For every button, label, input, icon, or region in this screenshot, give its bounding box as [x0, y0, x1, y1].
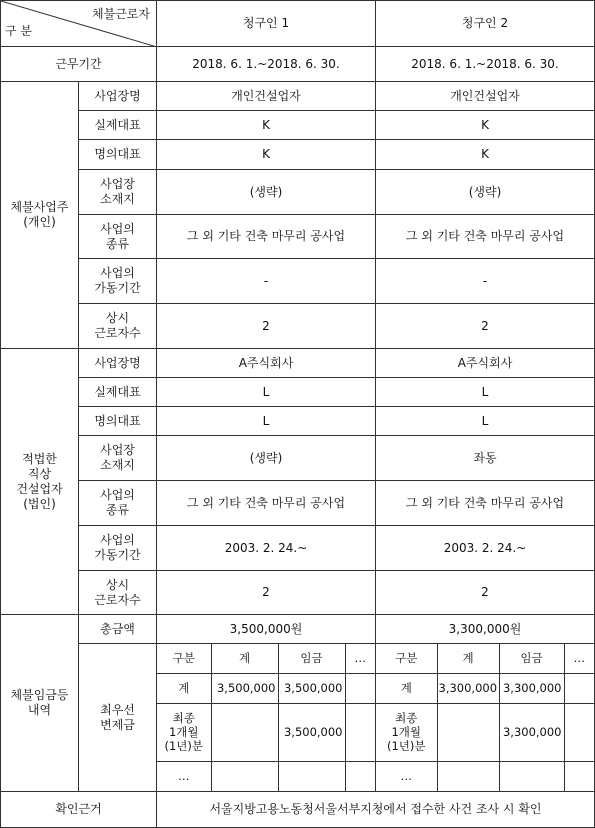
work-period-label: 근무기간	[1, 47, 157, 82]
cell-c1: 그 외 기타 건축 마무리 공사업	[157, 481, 376, 526]
breakdown-cell	[564, 703, 594, 761]
row-label: 명의대표	[79, 140, 157, 170]
cell-c2: 그 외 기타 건축 마무리 공사업	[376, 481, 595, 526]
header-category-label: 구 분	[5, 24, 32, 38]
breakdown-table-c2	[376, 644, 594, 791]
breakdown-header: 임금	[499, 644, 564, 673]
cell-c2: 그 외 기타 건축 마무리 공사업	[376, 215, 595, 259]
row-label: 실제대표	[79, 111, 157, 140]
breakdown-cell: 3,500,000	[278, 703, 345, 761]
cell-c1: (생략)	[157, 436, 376, 481]
breakdown-cell: 3,300,000	[499, 673, 564, 703]
cell-c2: 2	[376, 571, 595, 615]
breakdown-cell: 3,300,000	[437, 673, 499, 703]
breakdown-cell	[345, 761, 375, 791]
total-amount-c1: 3,500,000원	[157, 615, 376, 644]
breakdown-cell	[211, 703, 278, 761]
breakdown-header: 임금	[278, 644, 345, 673]
breakdown-header: 구분	[376, 644, 437, 673]
header-diagonal-cell	[1, 1, 157, 47]
row-label: 사업장명	[79, 82, 157, 111]
cell-c1: K	[157, 140, 376, 170]
priority-breakdown-c2	[376, 644, 595, 792]
breakdown-header: 계	[211, 644, 278, 673]
priority-payment-label: 최우선 변제금	[79, 644, 157, 792]
row-label: 실제대표	[79, 378, 157, 407]
breakdown-cell: 3,300,000	[499, 703, 564, 761]
cell-c2: 2	[376, 304, 595, 349]
breakdown-cell	[564, 761, 594, 791]
row-label: 사업의 가동기간	[79, 259, 157, 304]
breakdown-cell	[437, 761, 499, 791]
breakdown-cell	[345, 673, 375, 703]
breakdown-header: …	[345, 644, 375, 673]
breakdown-cell	[211, 761, 278, 791]
row-label: 상시 근로자수	[79, 571, 157, 615]
total-amount-c2: 3,300,000원	[376, 615, 595, 644]
breakdown-cell	[437, 703, 499, 761]
cell-c2: L	[376, 407, 595, 436]
cell-c1: A주식회사	[157, 349, 376, 378]
header-worker-label: 체불근로자	[92, 7, 150, 21]
cell-c1: 그 외 기타 건축 마무리 공사업	[157, 215, 376, 259]
breakdown-cell: …	[376, 761, 437, 791]
work-period-c2: 2018. 6. 1.~2018. 6. 30.	[376, 47, 595, 82]
cell-c1: -	[157, 259, 376, 304]
breakdown-cell: …	[157, 761, 211, 791]
row-label: 사업장명	[79, 349, 157, 378]
row-label: 사업의 종류	[79, 481, 157, 526]
priority-breakdown-c1	[157, 644, 376, 792]
cell-c1: L	[157, 378, 376, 407]
breakdown-header: …	[564, 644, 594, 673]
cell-c2: 좌동	[376, 436, 595, 481]
cell-c2: (생략)	[376, 170, 595, 215]
cell-c2: -	[376, 259, 595, 304]
breakdown-cell: 최종 1개월 (1년)분	[157, 703, 211, 761]
breakdown-cell	[564, 673, 594, 703]
breakdown-header: 구분	[157, 644, 211, 673]
cell-c1: 2	[157, 571, 376, 615]
cell-c1: 개인건설업자	[157, 82, 376, 111]
cell-c2: L	[376, 378, 595, 407]
cell-c1: (생략)	[157, 170, 376, 215]
employer-corporate-group: 적법한 직상 건설업자 (법인)	[1, 349, 79, 615]
breakdown-cell: 3,500,000	[278, 673, 345, 703]
breakdown-cell	[499, 761, 564, 791]
row-label: 사업장 소재지	[79, 170, 157, 215]
cell-c1: L	[157, 407, 376, 436]
basis-label: 확인근거	[1, 792, 157, 828]
basis-text: 서울지방고용노동청서울서부지청에서 접수한 사건 조사 시 확인	[157, 792, 595, 828]
breakdown-cell	[278, 761, 345, 791]
breakdown-cell	[345, 703, 375, 761]
row-label: 사업의 종류	[79, 215, 157, 259]
cell-c2: K	[376, 111, 595, 140]
cell-c1: 2003. 2. 24.~	[157, 526, 376, 571]
cell-c1: 2	[157, 304, 376, 349]
cell-c2: K	[376, 140, 595, 170]
breakdown-cell: 3,500,000	[211, 673, 278, 703]
cell-c2: 개인건설업자	[376, 82, 595, 111]
row-label: 명의대표	[79, 407, 157, 436]
total-amount-label: 총금액	[79, 615, 157, 644]
work-period-c1: 2018. 6. 1.~2018. 6. 30.	[157, 47, 376, 82]
breakdown-cell: 계	[376, 673, 437, 703]
cell-c2: 2003. 2. 24.~	[376, 526, 595, 571]
row-label: 사업의 가동기간	[79, 526, 157, 571]
claimant1-header: 청구인 1	[157, 1, 376, 47]
wages-group: 체불임금등 내역	[1, 615, 79, 792]
claimant2-header: 청구인 2	[376, 1, 595, 47]
row-label: 상시 근로자수	[79, 304, 157, 349]
breakdown-table-c1	[157, 644, 375, 791]
cell-c2: A주식회사	[376, 349, 595, 378]
row-label: 사업장 소재지	[79, 436, 157, 481]
employer-individual-group: 체불사업주 (개인)	[1, 82, 79, 349]
cell-c1: K	[157, 111, 376, 140]
breakdown-cell: 최종 1개월 (1년)분	[376, 703, 437, 761]
breakdown-header: 계	[437, 644, 499, 673]
breakdown-cell: 계	[157, 673, 211, 703]
